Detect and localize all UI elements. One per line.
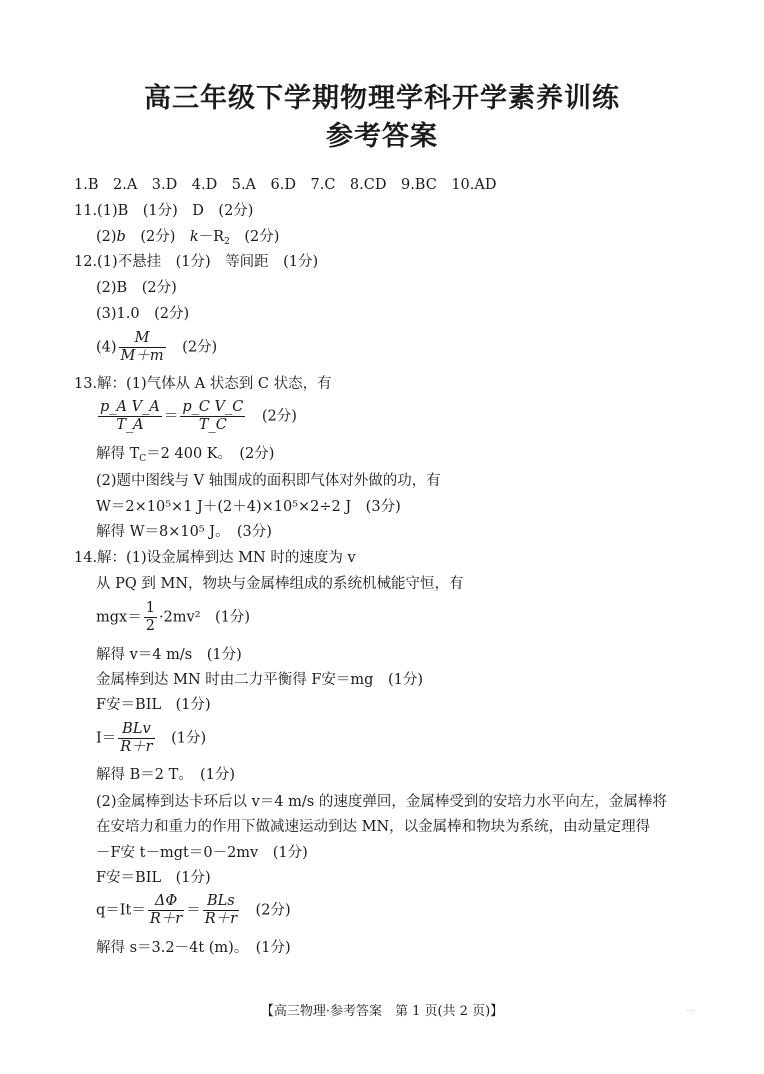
q14-line-4: 解得 v＝4 m/s (1分): [96, 647, 242, 663]
q13-equation: $\frac{\text{p\_A V\_A}}{T\_A}$ ＝ $\frac{\text{p\_C V\_C}}{T\_C}$ (2分): [100, 399, 297, 433]
q11-line-1: 11.(1)B (1分) D (2分): [74, 203, 254, 219]
q13-line-5: W＝2×10⁵×1 J＋(2＋4)×10⁵×2÷2 J (3分): [96, 499, 401, 515]
fraction: $\frac{\text{p\_C V\_C}}{T\_C}$: [182, 399, 244, 433]
q14-line-10: 在安培力和重力的作用下做减速运动到达 MN，以金属棒和物块为系统，由动量定理得: [96, 819, 651, 835]
page-footer: 【高三物理·参考答案 第 1 页(共 2 页)】: [260, 1004, 504, 1019]
page-subtitle: 参考答案: [326, 121, 438, 152]
q13-line-1: 13.解：(1)气体从 A 状态到 C 状态，有: [74, 376, 332, 392]
q12-line-1: 12.(1)不悬挂 (1分) 等间距 (1分): [74, 254, 319, 270]
fraction: $\frac{1}{2}$: [145, 600, 155, 634]
q14-line-14: 解得 s＝3.2－4t (m)。 (1分): [96, 940, 291, 956]
fraction: $\frac{\text{p\_A V\_A}}{T\_A}$: [100, 399, 160, 433]
fraction: $\frac{M}{M+m}$: [120, 330, 164, 364]
q14-line-12: F安＝BIL (1分): [96, 870, 211, 886]
q14-line-2: 从 PQ 到 MN，物块与金属棒组成的系统机械能守恒，有: [96, 576, 464, 592]
page-title: 高三年级下学期物理学科开学素养训练: [144, 83, 620, 114]
q14-line-11: －F安 t－mgt＝0－2mv (1分): [96, 845, 308, 861]
q13-line-3: 解得 $T_C=2$ 400 K。 (2分): [96, 446, 275, 464]
q14-line-9: (2)金属棒到达卡环后以 v＝4 m/s 的速度弹回，金属棒受到的安培力水平向左，金属棒将: [96, 794, 667, 810]
q13-line-4: (2)题中图线与 V 轴围成的面积即气体对外做的功，有: [96, 473, 441, 489]
fraction: $\frac{\text{BLv}}{R+r}$: [120, 721, 153, 755]
q14-line-6: F安＝BIL (1分): [96, 697, 211, 713]
q14-line-8: 解得 B＝2 T。 (1分): [96, 767, 236, 783]
q14-line-1: 14.解：(1)设金属棒到达 MN 时的速度为 v: [74, 550, 356, 566]
q11-line-2: (2)b (2分) $k-R_2$ (2分): [96, 229, 280, 247]
q12-line-2: (2)B (2分): [96, 280, 177, 296]
q14-line-13: q＝It＝ $\frac{\Delta\Phi}{R+r}$ ＝ $\frac{\text{BLs}}{R+r}$ (2分): [96, 893, 291, 927]
corner-mark: ...: [686, 1004, 694, 1013]
q12-line-4: (4) $\frac{M}{M+m}$ (2分): [96, 330, 218, 364]
q13-line-6: 解得 W＝8×10⁵ J。 (3分): [96, 524, 272, 540]
mc-answers: 1.B 2.A 3.D 4.D 5.A 6.D 7.C 8.CD 9.BC 10.AD: [74, 177, 497, 193]
q14-line-7: I＝ $\frac{\text{BLv}}{R+r}$ (1分): [96, 721, 207, 755]
fraction: $\frac{\text{BLs}}{R+r}$: [204, 893, 238, 927]
q14-line-3: mgx＝ $\frac{1}{2}$ ·2mv² (1分): [96, 600, 251, 634]
fraction: $\frac{\Delta\Phi}{R+r}$: [149, 893, 183, 927]
q12-line-3: (3)1.0 (2分): [96, 306, 190, 322]
q14-line-5: 金属棒到达 MN 时由二力平衡得 F安＝mg (1分): [96, 672, 423, 688]
